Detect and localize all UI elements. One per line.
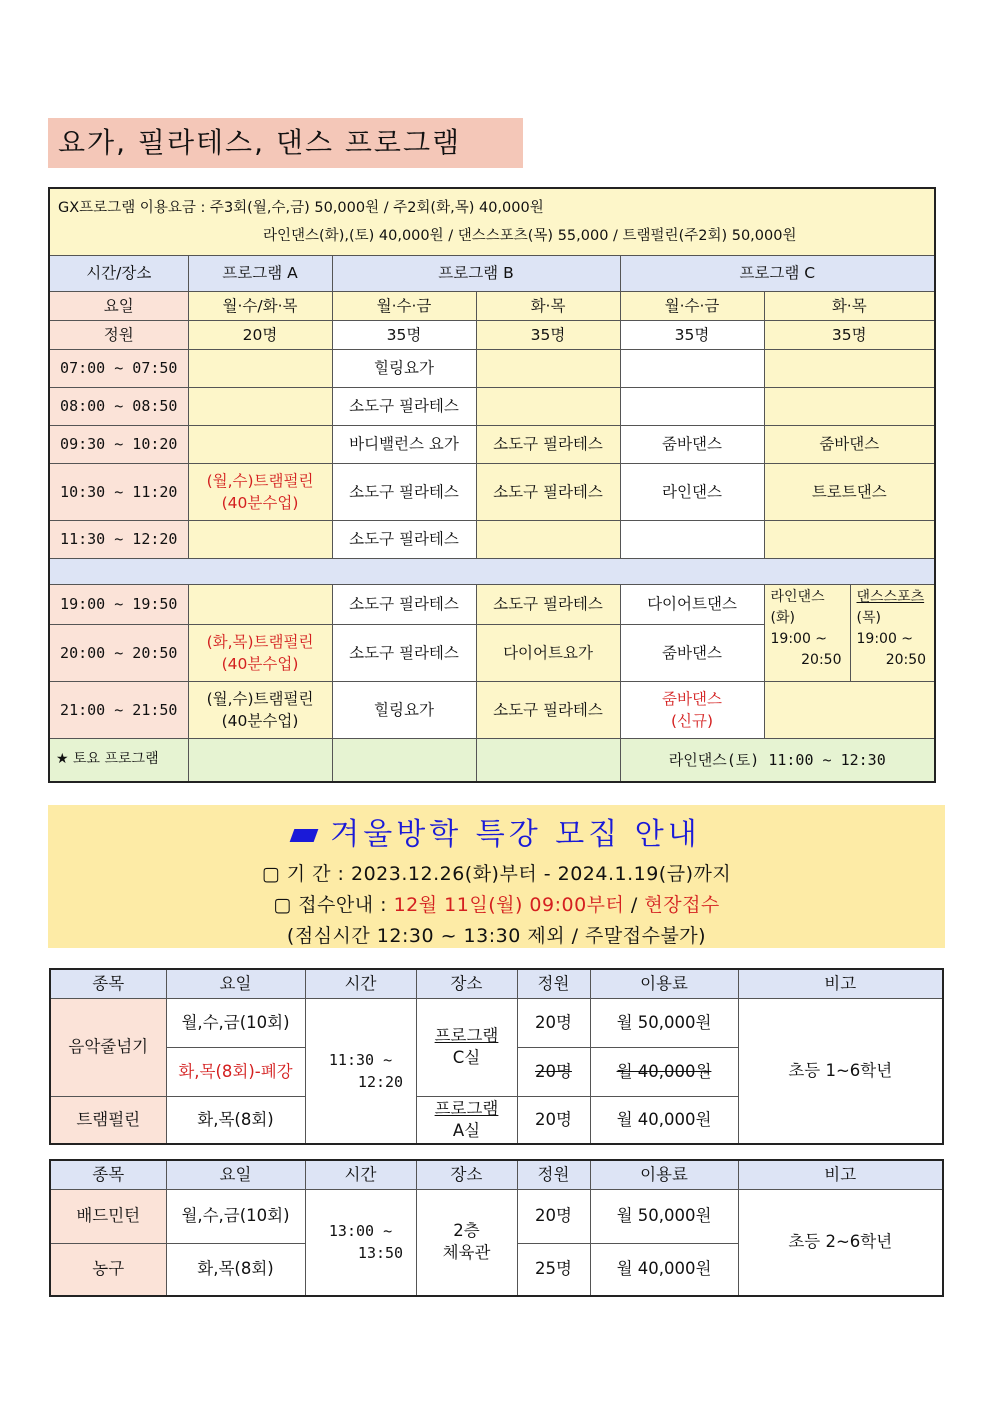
gx-schedule-table xyxy=(48,187,936,783)
cell-c1 xyxy=(620,387,764,425)
cell-a-line1: (월,수)트램펄린 xyxy=(206,471,314,490)
cell-a-line1: (화,목)트램펄린 xyxy=(206,632,314,651)
place-c-line2: C실 xyxy=(452,1048,481,1067)
col-header: 종목 xyxy=(50,1160,166,1189)
days-b2: 화·목 xyxy=(476,291,620,320)
cell-b1: 소도구 필라테스 xyxy=(332,624,476,681)
cell-a xyxy=(188,349,332,387)
capacity-b1: 35명 xyxy=(332,320,476,349)
line-dance-tue-cell xyxy=(764,584,850,681)
cell-b1: 힐링요가 xyxy=(332,349,476,387)
days-label: 요일 xyxy=(49,291,188,320)
time-slot: 11:30 ~ 12:20 xyxy=(49,520,188,558)
place-c-line1: 프로그램 xyxy=(434,1026,499,1045)
reg-sep: / xyxy=(624,894,645,916)
cell-a-line2: (40분수업) xyxy=(221,493,299,512)
cell-a xyxy=(188,387,332,425)
cell-a xyxy=(188,681,332,738)
reg-prefix: ▢ 접수안내 : xyxy=(273,894,394,916)
cell-b1: 소도구 필라테스 xyxy=(332,584,476,624)
saturday-b1 xyxy=(332,738,476,782)
jumprope-name: 음악줄넘기 xyxy=(50,998,166,1096)
cap2: 20명 xyxy=(517,1047,590,1096)
cell-b1: 소도구 필라테스 xyxy=(332,387,476,425)
cell-b2: 소도구 필라테스 xyxy=(476,425,620,463)
col-header: 시간 xyxy=(305,1160,416,1189)
cell-a xyxy=(188,463,332,520)
days-c2: 화·목 xyxy=(764,291,935,320)
capacity-b2: 35명 xyxy=(476,320,620,349)
header-program-b: 프로그램 B xyxy=(332,255,620,291)
cell-b1: 바디밸런스 요가 xyxy=(332,425,476,463)
time-line1: 13:00 ~ xyxy=(328,1222,393,1241)
cap1: 20명 xyxy=(517,1189,590,1243)
ld-line1: 라인댄스 xyxy=(770,588,825,605)
fee-line-2: 라인댄스(화),(토) 40,000원 / 댄스스포츠(목) 55,000 / 트램펄린(주2회) 50,000원 xyxy=(263,227,797,244)
ds-line4: 20:50 xyxy=(885,651,927,668)
capacity-c1: 35명 xyxy=(620,320,764,349)
gym-place xyxy=(416,1189,517,1296)
place-line1: 2층 xyxy=(453,1221,480,1241)
fee-info xyxy=(49,188,935,255)
col-header: 이용료 xyxy=(590,1160,738,1189)
cell-a xyxy=(188,584,332,624)
time-slot: 09:30 ~ 10:20 xyxy=(49,425,188,463)
cell-c1: 라인댄스 xyxy=(620,463,764,520)
cell-b2 xyxy=(476,387,620,425)
col-header: 시간 xyxy=(305,969,416,998)
saturday-a xyxy=(188,738,332,782)
time-slot: 20:00 ~ 20:50 xyxy=(49,624,188,681)
note-2: 초등 2~6학년 xyxy=(738,1189,943,1296)
col-header: 요일 xyxy=(166,969,305,998)
fee-line-1: GX프로그램 이용요금 : 주3회(월,수,금) 50,000원 / 주2회(화,목) 40,000원 xyxy=(58,199,544,216)
cell-b2: 다이어트요가 xyxy=(476,624,620,681)
notice-title-text: 겨울방학 특강 모집 안내 xyxy=(330,817,701,852)
cell-c2 xyxy=(764,349,935,387)
cell-c1: 다이어트댄스 xyxy=(620,584,764,624)
fee2: 월 40,000원 xyxy=(590,1243,738,1296)
cell-c1: 줌바댄스 xyxy=(620,624,764,681)
jumprope-time xyxy=(305,998,416,1144)
time-slot: 08:00 ~ 08:50 xyxy=(49,387,188,425)
ld-line3: 19:00 ~ xyxy=(770,630,828,647)
cap1: 20명 xyxy=(517,998,590,1047)
cell-c2 xyxy=(764,387,935,425)
cell-c2: 트로트댄스 xyxy=(764,463,935,520)
place-c xyxy=(416,998,517,1096)
cell-a-line1: (월,수)트램펄린 xyxy=(206,689,314,708)
dance-sport-thu-cell xyxy=(850,584,935,681)
col-header: 정원 xyxy=(517,1160,590,1189)
jumprope-day1: 월,수,금(10회) xyxy=(166,998,305,1047)
trampoline-day: 화,목(8회) xyxy=(166,1096,305,1144)
cell-b1: 소도구 필라테스 xyxy=(332,520,476,558)
note-1: 초등 1~6학년 xyxy=(738,998,943,1144)
col-header: 비고 xyxy=(738,969,943,998)
saturday-b2 xyxy=(476,738,620,782)
winter-table-1 xyxy=(49,968,944,1145)
cap2: 25명 xyxy=(517,1243,590,1296)
notice-note: (점심시간 12:30 ~ 13:30 제외 / 주말접수불가) xyxy=(286,925,707,947)
cell-c1: 줌바댄스 xyxy=(620,425,764,463)
jumprope-day2: 화,목(8회)-폐강 xyxy=(166,1047,305,1096)
fee3: 월 40,000원 xyxy=(590,1096,738,1144)
break-separator xyxy=(49,558,935,584)
ds-line1: 댄스스포츠 xyxy=(856,588,925,605)
notice-period: ▢ 기 간 : 2023.12.26(화)부터 - 2024.1.19(금)까지 xyxy=(261,863,732,885)
time-slot: 10:30 ~ 11:20 xyxy=(49,463,188,520)
col-header: 비고 xyxy=(738,1160,943,1189)
capacity-label: 정원 xyxy=(49,320,188,349)
place-line2: 체육관 xyxy=(442,1243,491,1263)
time-slot: 19:00 ~ 19:50 xyxy=(49,584,188,624)
trampoline-name: 트램펄린 xyxy=(50,1096,166,1144)
notice-bar-icon xyxy=(290,829,319,842)
cell-b2: 소도구 필라테스 xyxy=(476,584,620,624)
cell-a xyxy=(188,520,332,558)
cell-a-line2: (40분수업) xyxy=(221,654,299,673)
cell-b2: 소도구 필라테스 xyxy=(476,681,620,738)
col-header: 이용료 xyxy=(590,969,738,998)
capacity-a: 20명 xyxy=(188,320,332,349)
place-a xyxy=(416,1096,517,1144)
cap3: 20명 xyxy=(517,1096,590,1144)
col-header: 요일 xyxy=(166,1160,305,1189)
cell-a xyxy=(188,624,332,681)
cell-a-line2: (40분수업) xyxy=(221,711,299,730)
fee2: 월 40,000원 xyxy=(590,1047,738,1096)
days-c1: 월·수·금 xyxy=(620,291,764,320)
col-header: 장소 xyxy=(416,969,517,998)
place-a-line2: A실 xyxy=(452,1120,481,1140)
cell-b2 xyxy=(476,349,620,387)
time-slot: 07:00 ~ 07:50 xyxy=(49,349,188,387)
cell-c1 xyxy=(620,681,764,738)
capacity-c2: 35명 xyxy=(764,320,935,349)
header-program-a: 프로그램 A xyxy=(188,255,332,291)
cell-b1: 힐링요가 xyxy=(332,681,476,738)
time-line1: 11:30 ~ xyxy=(328,1050,393,1069)
saturday-label: ★ 토요 프로그램 xyxy=(49,738,188,782)
header-program-c: 프로그램 C xyxy=(620,255,935,291)
winter-table-2 xyxy=(49,1159,944,1297)
ld-line4: 20:50 xyxy=(801,651,842,668)
sports-time xyxy=(305,1189,416,1296)
reg-onsite: 현장접수 xyxy=(644,894,720,916)
col-header: 종목 xyxy=(50,969,166,998)
notice-registration xyxy=(48,890,945,917)
fee1: 월 50,000원 xyxy=(590,998,738,1047)
fee1: 월 50,000원 xyxy=(590,1189,738,1243)
notice-title xyxy=(48,809,945,853)
header-time-place: 시간/장소 xyxy=(49,255,188,291)
place-a-line1: 프로그램 xyxy=(434,1098,499,1118)
cell-a xyxy=(188,425,332,463)
page-title: 요가, 필라테스, 댄스 프로그램 xyxy=(48,118,523,168)
badminton-day: 월,수,금(10회) xyxy=(166,1189,305,1243)
time-line2: 12:20 xyxy=(357,1072,404,1091)
time-slot: 21:00 ~ 21:50 xyxy=(49,681,188,738)
winter-notice xyxy=(48,805,945,948)
basketball-day: 화,목(8회) xyxy=(166,1243,305,1296)
cell-b2: 소도구 필라테스 xyxy=(476,463,620,520)
basketball-name: 농구 xyxy=(50,1243,166,1296)
days-a: 월·수/화·목 xyxy=(188,291,332,320)
cell-b1: 소도구 필라테스 xyxy=(332,463,476,520)
ds-line2: (목) xyxy=(856,609,881,626)
cell-c2: 줌바댄스 xyxy=(764,425,935,463)
badminton-name: 배드민턴 xyxy=(50,1189,166,1243)
days-b1: 월·수·금 xyxy=(332,291,476,320)
cell-c1-line2: (신규) xyxy=(670,711,714,730)
col-header: 정원 xyxy=(517,969,590,998)
cell-c1 xyxy=(620,349,764,387)
cell-c1 xyxy=(620,520,764,558)
reg-date: 12월 11일(월) 09:00부터 xyxy=(393,894,625,916)
saturday-c: 라인댄스(토) 11:00 ~ 12:30 xyxy=(620,738,935,782)
cell-c2 xyxy=(764,520,935,558)
time-line2: 13:50 xyxy=(357,1244,404,1263)
cell-c1-line1: 줌바댄스 xyxy=(662,689,722,708)
ld-line2: (화) xyxy=(770,609,795,626)
ds-line3: 19:00 ~ xyxy=(856,630,914,647)
cell-c2 xyxy=(764,681,935,738)
cell-b2 xyxy=(476,520,620,558)
col-header: 장소 xyxy=(416,1160,517,1189)
